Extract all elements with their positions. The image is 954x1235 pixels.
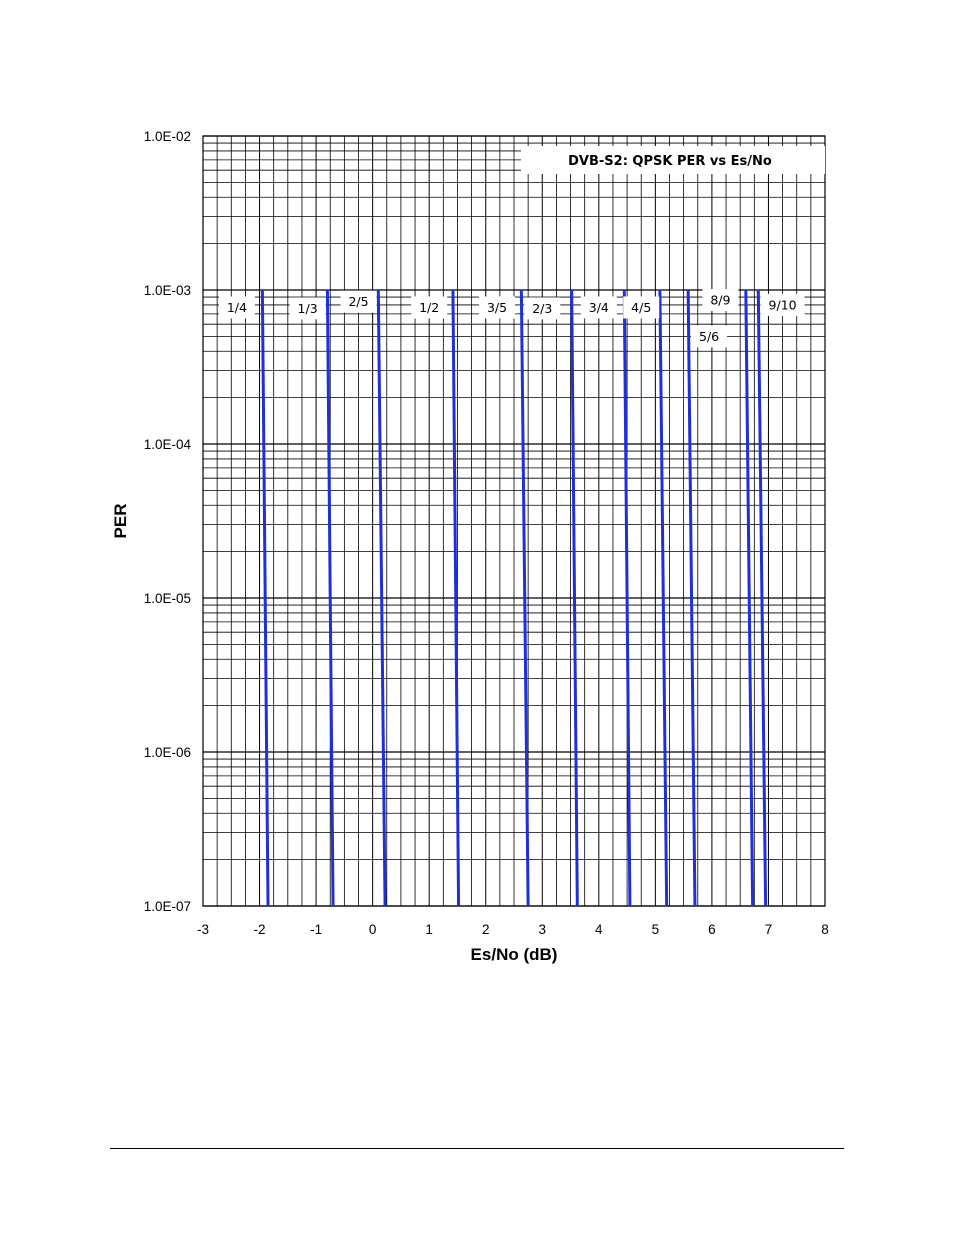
x-tick-label: 1 (425, 922, 433, 937)
x-tick-label: 8 (821, 922, 829, 937)
code-rate-label: 5/6 (699, 328, 720, 344)
code-rate-label: 1/3 (297, 300, 318, 316)
y-tick-label: 1.0E-05 (143, 591, 191, 606)
code-rate-label: 9/10 (768, 297, 797, 313)
code-rate-label: 3/4 (588, 299, 609, 315)
grid-lines (203, 136, 825, 906)
y-tick-label: 1.0E-06 (143, 745, 191, 760)
code-rate-label: 8/9 (710, 292, 731, 308)
x-tick-label: -1 (310, 922, 323, 937)
chart-title-box (521, 146, 825, 174)
code-rate-label: 2/3 (532, 300, 553, 316)
x-axis-label: Es/No (dB) (470, 945, 558, 964)
code-rate-label: 4/5 (631, 299, 652, 315)
y-tick-labels (144, 129, 192, 914)
footer-divider (110, 1148, 844, 1149)
x-tick-label: 3 (538, 922, 547, 937)
x-tick-label: 7 (764, 922, 773, 937)
code-rate-label: 2/5 (348, 294, 369, 310)
y-tick-label: 1.0E-02 (143, 129, 191, 144)
y-axis-label: PER (111, 503, 130, 539)
y-tick-label: 1.0E-03 (143, 283, 191, 298)
x-tick-label: 4 (595, 922, 603, 937)
code-rate-labels (219, 289, 805, 347)
chart-title: DVB-S2: QPSK PER vs Es/No (568, 154, 772, 169)
y-tick-label: 1.0E-04 (143, 437, 191, 452)
x-tick-label: 2 (481, 922, 490, 937)
x-tick-label: -3 (196, 922, 210, 937)
x-tick-label: 5 (651, 922, 660, 937)
x-tick-label: 0 (368, 922, 377, 937)
code-rate-label: 1/2 (419, 299, 440, 315)
x-tick-label: -2 (253, 922, 266, 937)
code-rate-label: 3/5 (486, 299, 508, 315)
code-rate-label: 1/4 (226, 299, 247, 315)
x-tick-label: 6 (708, 922, 716, 937)
y-tick-label: 1.0E-07 (143, 899, 191, 914)
x-tick-labels (197, 922, 829, 937)
